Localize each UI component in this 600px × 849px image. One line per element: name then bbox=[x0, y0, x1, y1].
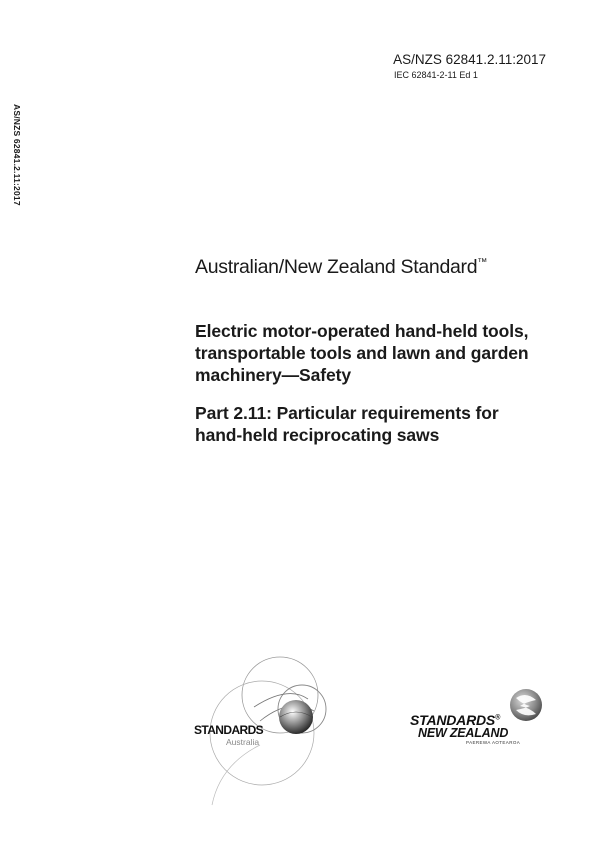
iec-reference: IEC 62841-2-11 Ed 1 bbox=[394, 70, 478, 80]
spine-code-text: AS/NZS 62841.2.11:2017 bbox=[12, 104, 22, 206]
title-line-1: Electric motor-operated hand-held tools, bbox=[195, 321, 529, 341]
standards-nz-line1-text: STANDARDS bbox=[410, 712, 496, 728]
standards-nz-line2: NEW ZEALAND bbox=[418, 726, 509, 740]
part-line-2: hand-held reciprocating saws bbox=[195, 425, 440, 445]
standard-type-text: Australian/New Zealand Standard bbox=[195, 256, 478, 278]
standard-number: AS/NZS 62841.2.11:2017 bbox=[393, 52, 546, 67]
part-title bbox=[195, 402, 555, 446]
standards-australia-wordmark: STANDARDS bbox=[194, 723, 264, 737]
standards-nz-logo bbox=[410, 688, 550, 758]
part-line-1: Part 2.11: Particular requirements for bbox=[195, 403, 499, 423]
standards-australia-arcs-icon bbox=[190, 655, 330, 830]
title-line-3: machinery—Safety bbox=[195, 365, 351, 385]
standard-type-heading bbox=[195, 256, 487, 279]
spine-code bbox=[11, 104, 23, 254]
registered-mark: ® bbox=[495, 714, 501, 722]
standards-australia-sub: Australia bbox=[226, 737, 260, 747]
standards-nz-line3: PAEREWA AOTEAROA bbox=[466, 740, 521, 745]
document-title bbox=[195, 320, 555, 386]
title-line-2: transportable tools and lawn and garden bbox=[195, 343, 529, 363]
standards-australia-logo bbox=[190, 655, 330, 830]
trademark-mark: ™ bbox=[477, 257, 487, 268]
